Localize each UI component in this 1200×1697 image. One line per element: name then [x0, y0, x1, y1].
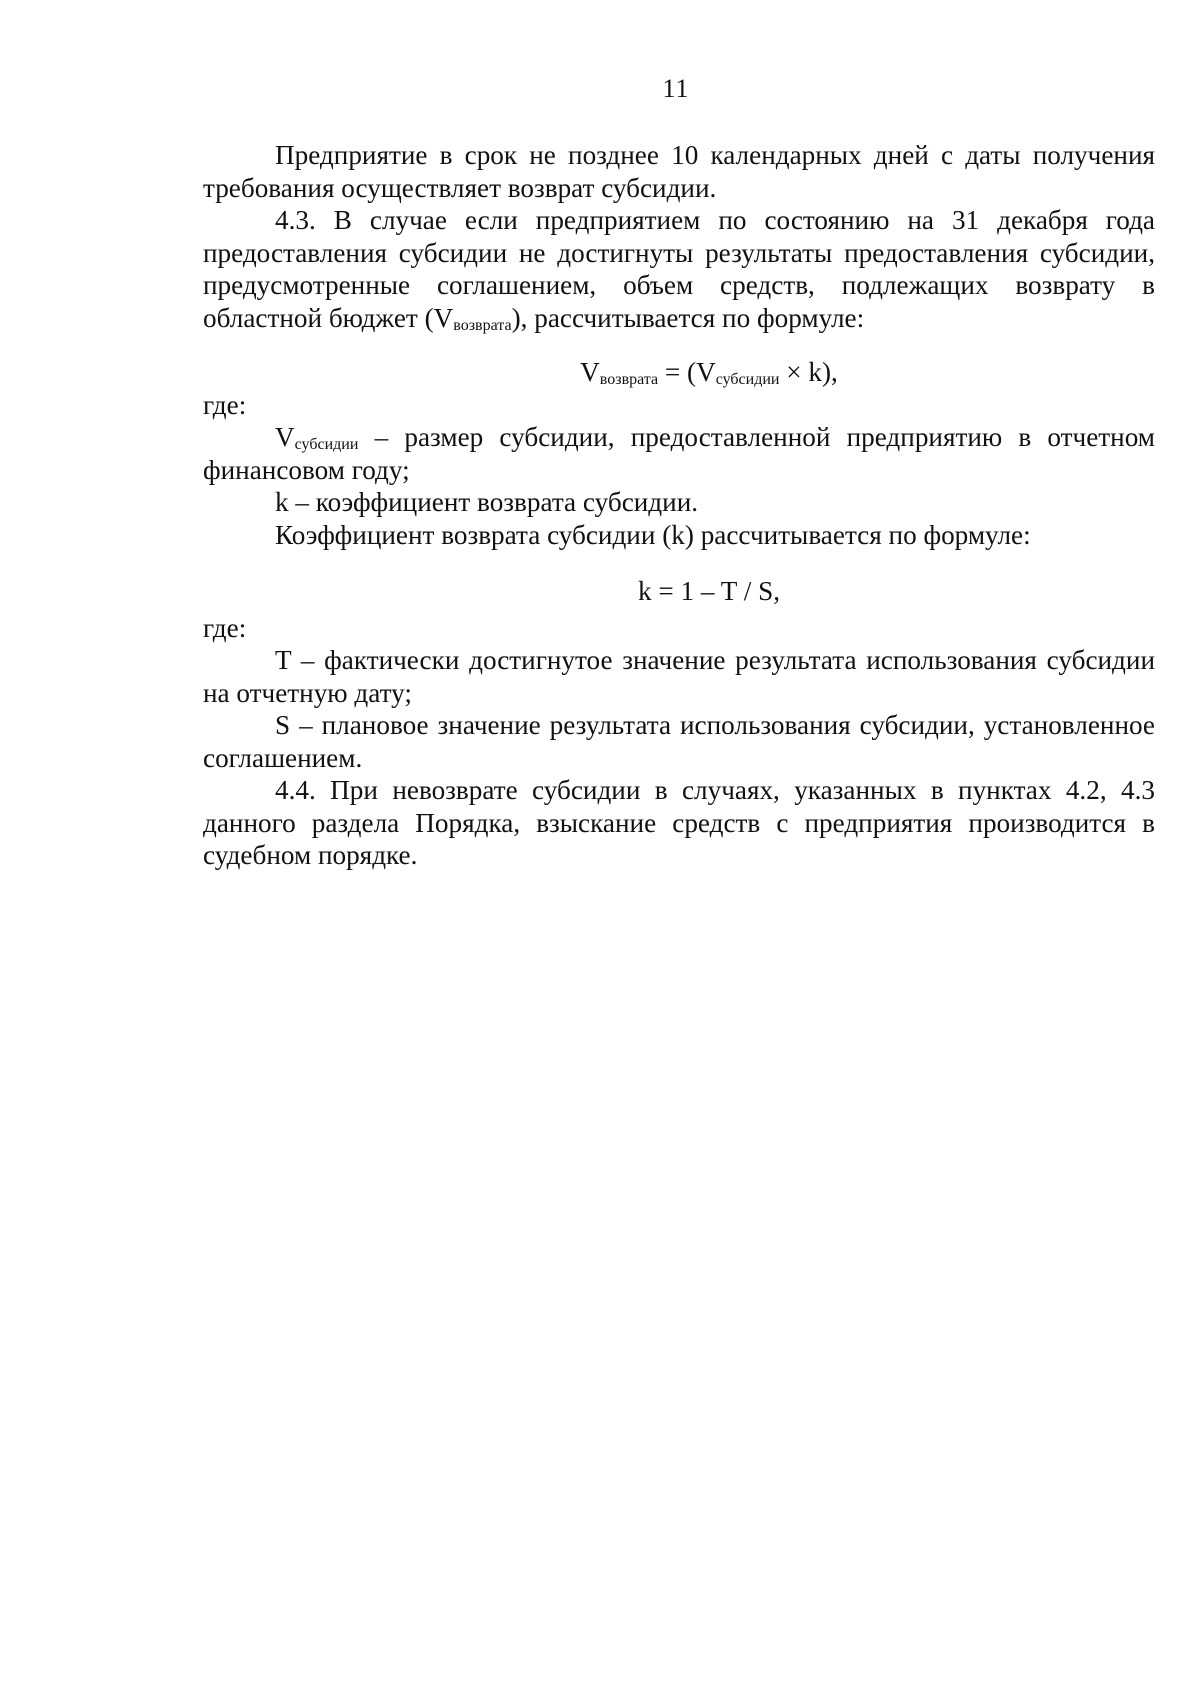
paragraph-4-3 [203, 204, 1155, 334]
paragraph-k-formula-intro: Коэффициент возврата субсидии (k) рассчитывается по формуле: [275, 519, 1031, 550]
formula-v-symbol: V [580, 357, 600, 387]
definition-v-symbol: V [275, 422, 295, 452]
formula-v-return [203, 356, 1155, 389]
paragraph-4-3-tail: ), рассчитывается по формуле: [511, 302, 865, 333]
subscript-vozvrata: возврата [453, 316, 512, 334]
document-body [203, 139, 1155, 872]
paragraph-4-3-text: 4.3. В случае если предприятием по состоянию на 31 декабря года предоставления субсидии не достигнуты результаты предоставления субсидии, предусмотренные соглашением, объем средств, подлежащих возврату в областной бюджет (V [203, 205, 1155, 333]
paragraph-4-4: 4.4. При невозврате субсидии в случаях, указанных в пунктах 4.2, 4.3 данного раздела Порядка, взыскание средств с предприятия производится в судебном порядке. [203, 775, 1155, 870]
definition-v-sub: субсидии [294, 436, 359, 453]
formula-k: k = 1 – T / S, [638, 576, 780, 606]
definition-s: S – плановое значение результата использования субсидии, установленное соглашением. [203, 710, 1155, 773]
definition-k: k – коэффициент возврата субсидии. [275, 487, 699, 517]
formula-eq-open: = (V [658, 357, 716, 387]
page-number: 11 [662, 74, 690, 103]
definition-v-subsidii [203, 421, 1155, 486]
definition-v-text: – размер субсидии, предоставленной предприятию в отчетном финансовом году; [203, 422, 1155, 485]
where-label-2: где: [203, 612, 247, 643]
where-label-1: где: [203, 389, 247, 420]
formula-v-sub-vozvrata: возврата [599, 371, 659, 388]
paragraph-return-deadline: Предприятие в срок не позднее 10 календарных дней с даты получения требования осуществляет возврат субсидии. [203, 140, 1155, 203]
formula-v-sub-subsidii: субсидии [715, 371, 780, 388]
formula-tail: × k), [779, 357, 838, 387]
definition-t: T – фактически достигнутое значение результата использования субсидии на отчетную дату; [203, 645, 1155, 708]
